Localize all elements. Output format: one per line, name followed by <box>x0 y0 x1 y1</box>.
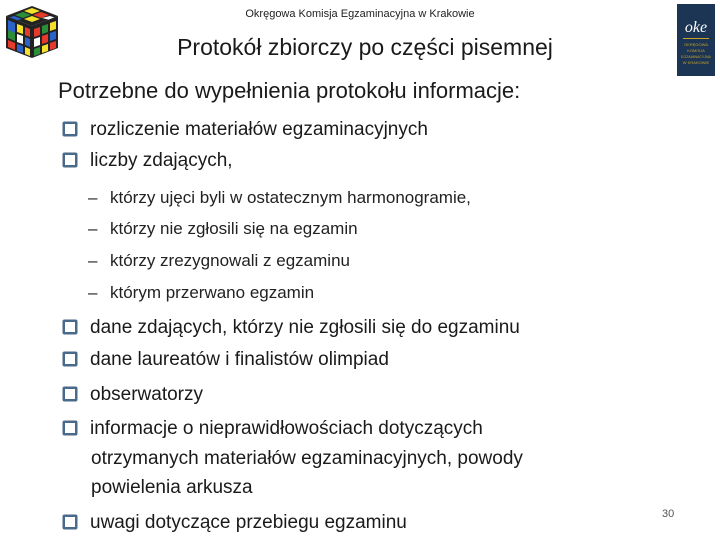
sub-list-item: – którzy ujęci byli w ostatecznym harmonogramie, <box>88 186 471 210</box>
checkbox-bullet-icon <box>62 117 78 133</box>
page-number: 30 <box>662 508 675 520</box>
checkbox-bullet-icon <box>62 347 78 363</box>
svg-text:W KRAKOWIE: W KRAKOWIE <box>682 60 710 65</box>
svg-text:EGZAMINACYJNA: EGZAMINACYJNA <box>681 55 711 59</box>
logo-letters: oke <box>684 19 708 36</box>
dash-bullet: – <box>88 283 98 302</box>
slide-title: Protokół zbiorczy po części pisemnej <box>177 34 553 60</box>
sub-list-item: – którzy nie zgłosili się na egzamin <box>88 217 358 241</box>
organization-name: Okręgowa Komisja Egzaminacyjna w Krakowie <box>245 8 475 20</box>
svg-text:KOMISJA: KOMISJA <box>687 48 705 53</box>
list-item: rozliczenie materiałów egzaminacyjnych <box>62 115 428 144</box>
checkbox-bullet-icon <box>62 510 78 526</box>
checkbox-bullet-icon <box>62 382 78 398</box>
list-item: liczby zdających, <box>62 146 233 175</box>
list-item: dane laureatów i finalistów olimpiad <box>62 345 389 374</box>
sub-list-item: – którzy zrezygnowali z egzaminu <box>88 249 350 273</box>
checkbox-bullet-icon <box>62 416 78 432</box>
checkbox-bullet-icon <box>62 315 78 331</box>
list-item: obserwatorzy <box>62 380 203 409</box>
list-item: uwagi dotyczące przebiegu egzaminu <box>62 508 407 537</box>
dash-bullet: – <box>88 188 98 207</box>
dash-bullet: – <box>88 219 98 238</box>
sub-list-item: – którym przerwano egzamin <box>88 281 314 305</box>
list-item: dane zdających, którzy nie zgłosili się do egzaminu <box>62 313 520 342</box>
list-item-continuation: otrzymanych materiałów egzaminacyjnych, powody <box>91 448 523 469</box>
list-item-continuation: powielenia arkusza <box>91 477 253 498</box>
dash-bullet: – <box>88 251 98 270</box>
section-subtitle: Potrzebne do wypełnienia protokołu informacje: <box>58 78 521 103</box>
list-item: informacje o nieprawidłowościach dotyczących <box>62 414 483 443</box>
checkbox-bullet-icon <box>62 148 78 164</box>
svg-text:OKRĘGOWA: OKRĘGOWA <box>684 42 708 47</box>
